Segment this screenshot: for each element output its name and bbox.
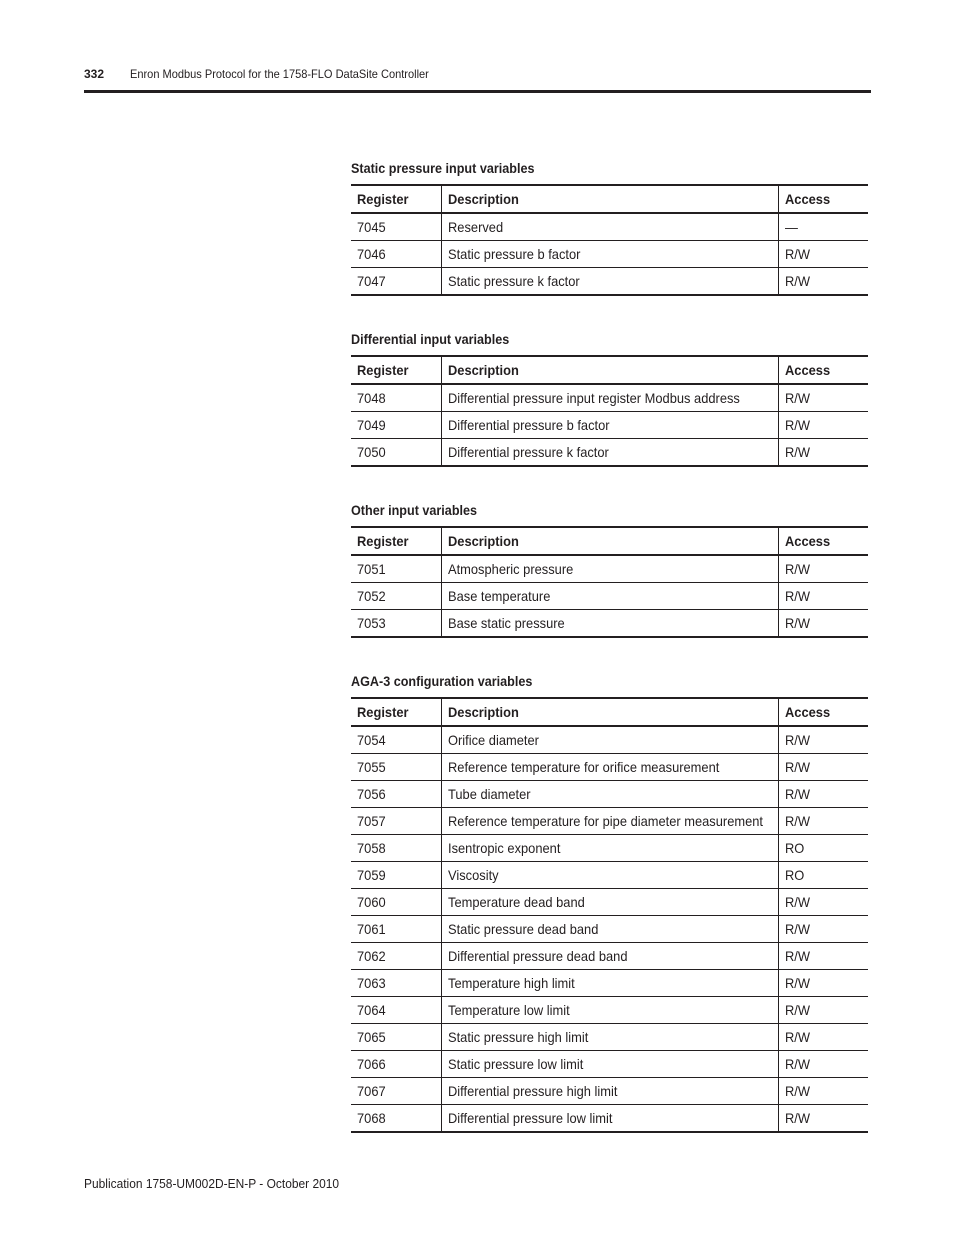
cell-access: R/W	[778, 384, 868, 412]
cell-register: 7063	[351, 970, 441, 997]
column-header-register: Register	[351, 185, 441, 213]
cell-access: R/W	[778, 781, 868, 808]
cell-access: R/W	[778, 439, 868, 467]
cell-description: Static pressure low limit	[441, 1051, 778, 1078]
cell-access: R/W	[778, 754, 868, 781]
cell-register: 7052	[351, 583, 441, 610]
cell-description: Static pressure dead band	[441, 916, 778, 943]
table-row	[351, 384, 868, 412]
column-header-access: Access	[778, 698, 868, 726]
cell-register: 7051	[351, 555, 441, 583]
cell-register: 7050	[351, 439, 441, 467]
column-header-register: Register	[351, 356, 441, 384]
cell-description: Differential pressure dead band	[441, 943, 778, 970]
table-row	[351, 916, 868, 943]
section-aga3-configuration	[351, 671, 868, 1133]
cell-description: Reference temperature for orifice measurement	[441, 754, 778, 781]
cell-access: R/W	[778, 997, 868, 1024]
column-header-register: Register	[351, 698, 441, 726]
cell-access: R/W	[778, 943, 868, 970]
table-row	[351, 889, 868, 916]
cell-register: 7048	[351, 384, 441, 412]
publication-footer: Publication 1758-UM002D-EN-P - October 2010	[84, 1176, 340, 1191]
cell-access: R/W	[778, 970, 868, 997]
running-title: Enron Modbus Protocol for the 1758-FLO DataSite Controller	[130, 67, 429, 81]
table-row	[351, 241, 868, 268]
table-row	[351, 268, 868, 296]
table-row	[351, 412, 868, 439]
page-number: 332	[84, 67, 105, 81]
section-title: Differential input variables	[351, 331, 510, 347]
table-row	[351, 555, 868, 583]
cell-register: 7061	[351, 916, 441, 943]
table-header-row	[351, 185, 868, 213]
table-row	[351, 835, 868, 862]
cell-access: R/W	[778, 412, 868, 439]
page-header	[84, 62, 871, 93]
cell-register: 7045	[351, 213, 441, 241]
cell-register: 7056	[351, 781, 441, 808]
table-row	[351, 1024, 868, 1051]
column-header-register: Register	[351, 527, 441, 555]
cell-description: Differential pressure k factor	[441, 439, 778, 467]
table-header-row	[351, 527, 868, 555]
table-row	[351, 213, 868, 241]
table-row	[351, 1078, 868, 1105]
cell-access: R/W	[778, 1105, 868, 1133]
cell-register: 7065	[351, 1024, 441, 1051]
cell-register: 7057	[351, 808, 441, 835]
cell-access: RO	[778, 862, 868, 889]
cell-description: Base temperature	[441, 583, 778, 610]
cell-register: 7058	[351, 835, 441, 862]
section-title: Static pressure input variables	[351, 160, 535, 176]
cell-description: Differential pressure b factor	[441, 412, 778, 439]
section-title: Other input variables	[351, 502, 478, 518]
cell-access: R/W	[778, 241, 868, 268]
cell-register: 7067	[351, 1078, 441, 1105]
cell-description: Differential pressure low limit	[441, 1105, 778, 1133]
cell-register: 7046	[351, 241, 441, 268]
cell-access: R/W	[778, 808, 868, 835]
cell-register: 7053	[351, 610, 441, 638]
column-header-description: Description	[441, 356, 778, 384]
table-row	[351, 610, 868, 638]
cell-access: R/W	[778, 1078, 868, 1105]
cell-description: Isentropic exponent	[441, 835, 778, 862]
column-header-description: Description	[441, 185, 778, 213]
table-row	[351, 943, 868, 970]
table-row	[351, 781, 868, 808]
cell-register: 7068	[351, 1105, 441, 1133]
cell-access: R/W	[778, 555, 868, 583]
table-header-row	[351, 356, 868, 384]
register-table	[351, 526, 868, 638]
cell-description: Differential pressure input register Modbus address	[441, 384, 778, 412]
cell-description: Temperature dead band	[441, 889, 778, 916]
cell-access: R/W	[778, 726, 868, 754]
cell-register: 7059	[351, 862, 441, 889]
cell-description: Reference temperature for pipe diameter measurement	[441, 808, 778, 835]
cell-description: Temperature high limit	[441, 970, 778, 997]
table-row	[351, 754, 868, 781]
cell-access: R/W	[778, 268, 868, 296]
cell-access: R/W	[778, 1051, 868, 1078]
table-row	[351, 970, 868, 997]
cell-register: 7047	[351, 268, 441, 296]
cell-register: 7060	[351, 889, 441, 916]
cell-register: 7062	[351, 943, 441, 970]
cell-description: Tube diameter	[441, 781, 778, 808]
cell-register: 7055	[351, 754, 441, 781]
cell-description: Orifice diameter	[441, 726, 778, 754]
section-static-pressure	[351, 158, 868, 296]
column-header-access: Access	[778, 356, 868, 384]
cell-description: Reserved	[441, 213, 778, 241]
table-row	[351, 997, 868, 1024]
table-row	[351, 1105, 868, 1133]
cell-description: Static pressure b factor	[441, 241, 778, 268]
table-row	[351, 726, 868, 754]
register-table	[351, 697, 868, 1133]
cell-description: Temperature low limit	[441, 997, 778, 1024]
cell-description: Base static pressure	[441, 610, 778, 638]
cell-access: R/W	[778, 610, 868, 638]
section-differential-input	[351, 329, 868, 467]
table-row	[351, 1051, 868, 1078]
table-row	[351, 808, 868, 835]
cell-description: Differential pressure high limit	[441, 1078, 778, 1105]
cell-access: R/W	[778, 916, 868, 943]
column-header-description: Description	[441, 698, 778, 726]
cell-description: Atmospheric pressure	[441, 555, 778, 583]
table-row	[351, 439, 868, 467]
cell-access: —	[778, 213, 868, 241]
column-header-access: Access	[778, 527, 868, 555]
cell-register: 7049	[351, 412, 441, 439]
cell-access: RO	[778, 835, 868, 862]
table-row	[351, 862, 868, 889]
cell-access: R/W	[778, 1024, 868, 1051]
cell-description: Static pressure k factor	[441, 268, 778, 296]
cell-access: R/W	[778, 889, 868, 916]
section-title: AGA-3 configuration variables	[351, 673, 533, 689]
column-header-access: Access	[778, 185, 868, 213]
cell-access: R/W	[778, 583, 868, 610]
cell-description: Static pressure high limit	[441, 1024, 778, 1051]
table-header-row	[351, 698, 868, 726]
register-table	[351, 184, 868, 296]
table-row	[351, 583, 868, 610]
cell-register: 7064	[351, 997, 441, 1024]
cell-register: 7054	[351, 726, 441, 754]
cell-register: 7066	[351, 1051, 441, 1078]
section-other-input	[351, 500, 868, 638]
column-header-description: Description	[441, 527, 778, 555]
cell-description: Viscosity	[441, 862, 778, 889]
register-table	[351, 355, 868, 467]
